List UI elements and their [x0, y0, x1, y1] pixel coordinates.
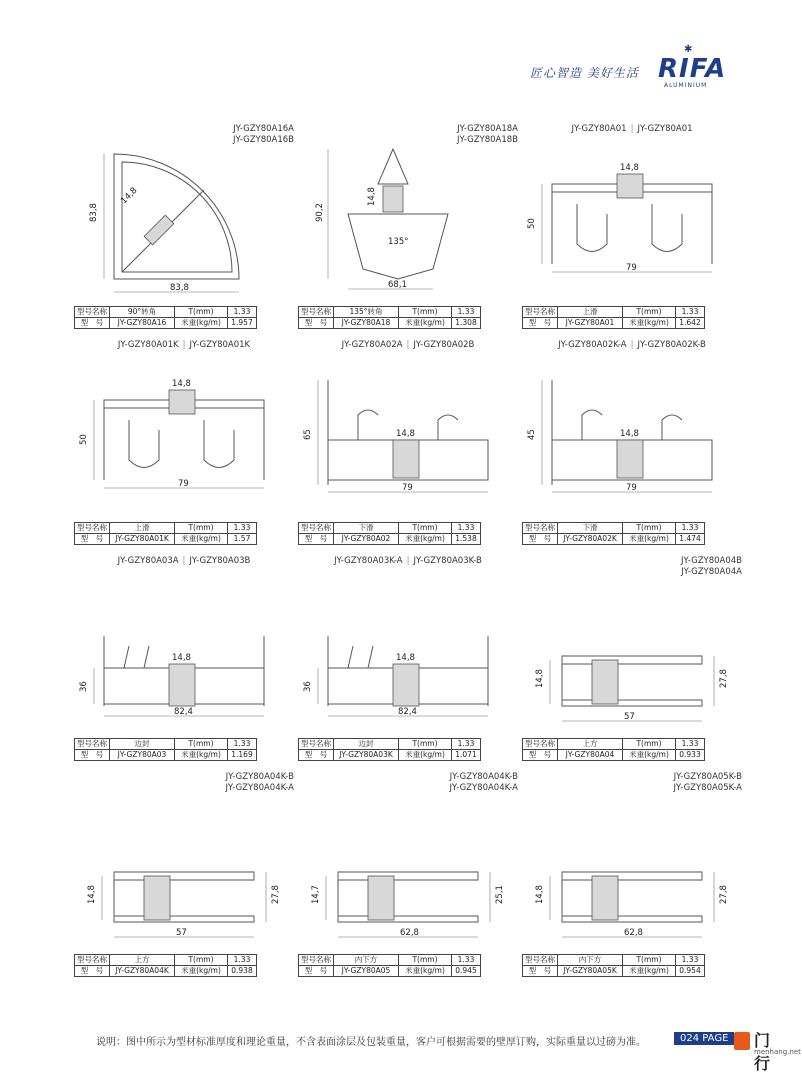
spec-weight: 0.938 [228, 966, 257, 977]
spec-model-label: 型 号 [75, 534, 110, 545]
spec-weight: 0.945 [452, 966, 481, 977]
svg-text:57: 57 [176, 928, 187, 938]
model-code: JY-GZY80A16A [233, 124, 294, 134]
spec-row [299, 955, 481, 966]
spec-t-label: T(mm) [623, 523, 676, 534]
spec-name-label: 型号名称 [75, 955, 110, 966]
spec-weight-label: 米重(kg/m) [623, 534, 676, 545]
svg-text:82,4: 82,4 [398, 707, 417, 717]
spec-name-label: 型号名称 [299, 523, 334, 534]
spec-table [522, 306, 705, 329]
spec-row [75, 955, 257, 966]
spec-model: JY-GZY80A02 [334, 534, 399, 545]
spec-row [299, 523, 481, 534]
spec-model: JY-GZY80A04 [558, 750, 623, 761]
product-cell [74, 772, 294, 977]
model-codes [233, 124, 294, 146]
spec-name: 90°转角 [110, 307, 175, 318]
svg-text:79: 79 [178, 479, 189, 489]
spec-name: 内下方 [558, 955, 623, 966]
spec-name-label: 型号名称 [75, 307, 110, 318]
spec-model-label: 型 号 [523, 318, 558, 329]
spec-row [299, 966, 481, 977]
spec-weight-label: 米重(kg/m) [399, 750, 452, 761]
model-codes [681, 556, 742, 578]
profile-drawing [74, 576, 294, 726]
spec-model-label: 型 号 [299, 966, 334, 977]
model-codes [74, 340, 294, 351]
spec-t-label: T(mm) [623, 307, 676, 318]
svg-text:14,7: 14,7 [311, 885, 321, 904]
spec-table [298, 954, 481, 977]
svg-text:14,8: 14,8 [535, 885, 545, 904]
spec-t: 1.33 [676, 307, 705, 318]
spec-model-label: 型 号 [299, 318, 334, 329]
product-cell [74, 556, 294, 761]
svg-text:83,8: 83,8 [170, 283, 189, 293]
product-cell [298, 340, 518, 545]
spec-row [299, 739, 481, 750]
brand-logo-text: RIFA [658, 54, 727, 84]
brand-header [530, 40, 790, 100]
spec-name: 下滑 [334, 523, 399, 534]
profile-drawing [522, 144, 742, 294]
product-cell [298, 556, 518, 761]
svg-text:45: 45 [527, 429, 537, 440]
product-cell [522, 340, 742, 545]
profile-figure [522, 360, 742, 510]
model-codes [522, 124, 742, 135]
svg-text:68,1: 68,1 [388, 280, 407, 290]
snowflake-icon: ✱ [684, 44, 693, 55]
spec-row [523, 750, 705, 761]
model-codes [674, 772, 743, 794]
spec-model-label: 型 号 [299, 750, 334, 761]
spec-name-label: 型号名称 [299, 955, 334, 966]
product-cell [522, 124, 742, 329]
code-separator: | [630, 340, 634, 350]
product-cell [298, 772, 518, 977]
svg-text:57: 57 [624, 712, 635, 722]
spec-t: 1.33 [228, 307, 257, 318]
watermark-sub: menhang.net [754, 1048, 801, 1056]
spec-model-label: 型 号 [75, 966, 110, 977]
footer-note: 说明：图中所示为型材标准厚度和理论重量，不含表面涂层及包装重量，客户可根据需要的壁厚订购，实际重量以过磅为准。 [96, 1037, 646, 1048]
brand-logo [658, 44, 738, 94]
spec-weight-label: 米重(kg/m) [399, 318, 452, 329]
spec-model: JY-GZY80A01K [110, 534, 175, 545]
brand-logo-sub: ALUMINIUM [664, 82, 708, 89]
profile-figure [522, 792, 742, 942]
model-code: JY-GZY80A04K-B [225, 772, 294, 782]
svg-text:14,8: 14,8 [172, 379, 191, 389]
svg-text:90,2: 90,2 [315, 203, 325, 222]
product-cell [298, 124, 518, 329]
model-code: JY-GZY80A03K-A [334, 556, 403, 566]
svg-text:82,4: 82,4 [174, 707, 193, 717]
spec-t: 1.33 [676, 955, 705, 966]
profile-figure [298, 792, 518, 942]
spec-model-label: 型 号 [299, 534, 334, 545]
spec-t-label: T(mm) [175, 307, 228, 318]
spec-name-label: 型号名称 [299, 307, 334, 318]
spec-row [75, 318, 257, 329]
model-code: JY-GZY80A18B [457, 135, 518, 145]
model-code: JY-GZY80A01 [571, 124, 627, 134]
product-cell [522, 556, 742, 761]
spec-weight: 1.642 [676, 318, 705, 329]
spec-name-label: 型号名称 [523, 739, 558, 750]
model-code: JY-GZY80A03A [117, 556, 179, 566]
model-code: JY-GZY80A04K-A [449, 783, 518, 793]
spec-table [74, 954, 257, 977]
watermark-icon [734, 1032, 750, 1050]
model-code: JY-GZY80A04B [681, 556, 742, 566]
svg-text:14,8: 14,8 [367, 187, 377, 206]
model-codes [522, 340, 742, 351]
spec-table [74, 738, 257, 761]
spec-row [299, 534, 481, 545]
model-codes [298, 556, 518, 567]
profile-drawing [522, 792, 742, 942]
model-code: JY-GZY80A03K-B [413, 556, 482, 566]
code-separator: | [182, 556, 186, 566]
spec-model-label: 型 号 [523, 750, 558, 761]
svg-text:36: 36 [79, 681, 89, 692]
spec-weight-label: 米重(kg/m) [623, 318, 676, 329]
spec-row [523, 966, 705, 977]
model-codes [450, 772, 519, 794]
spec-model: JY-GZY80A03K [334, 750, 399, 761]
profile-figure [74, 144, 294, 294]
svg-text:14,8: 14,8 [620, 163, 639, 173]
spec-weight-label: 米重(kg/m) [175, 750, 228, 761]
svg-text:62,8: 62,8 [400, 928, 419, 938]
spec-row [75, 966, 257, 977]
spec-t: 1.33 [676, 739, 705, 750]
spec-name-label: 型号名称 [523, 955, 558, 966]
spec-row [75, 523, 257, 534]
spec-t: 1.33 [452, 307, 481, 318]
spec-model: JY-GZY80A02K [558, 534, 623, 545]
spec-name: 下滑 [558, 523, 623, 534]
spec-name-label: 型号名称 [299, 739, 334, 750]
profile-drawing [298, 360, 518, 510]
svg-text:14,8: 14,8 [620, 429, 639, 439]
model-codes [74, 556, 294, 567]
profile-figure [298, 144, 518, 294]
profile-drawing [298, 144, 518, 294]
spec-model: JY-GZY80A01 [558, 318, 623, 329]
spec-t: 1.33 [452, 523, 481, 534]
model-code: JY-GZY80A05K-A [673, 783, 742, 793]
code-separator: | [406, 340, 410, 350]
spec-row [299, 307, 481, 318]
spec-row [75, 739, 257, 750]
spec-weight-label: 米重(kg/m) [399, 534, 452, 545]
model-code: JY-GZY80A01K [117, 340, 179, 350]
code-separator: | [182, 340, 186, 350]
spec-row [523, 534, 705, 545]
spec-row [523, 307, 705, 318]
watermark-text: 门行 [754, 1031, 771, 1073]
page-number: 024 PAGE [674, 1032, 734, 1045]
spec-t: 1.33 [452, 739, 481, 750]
svg-text:83,8: 83,8 [89, 203, 99, 222]
spec-model: JY-GZY80A03 [110, 750, 175, 761]
svg-text:79: 79 [402, 483, 413, 493]
spec-table [522, 738, 705, 761]
spec-t: 1.33 [452, 955, 481, 966]
spec-weight-label: 米重(kg/m) [399, 966, 452, 977]
spec-weight: 1.169 [228, 750, 257, 761]
profile-figure [298, 576, 518, 726]
spec-weight: 0.954 [676, 966, 705, 977]
spec-model-label: 型 号 [523, 534, 558, 545]
spec-model: JY-GZY80A04K [110, 966, 175, 977]
svg-text:62,8: 62,8 [624, 928, 643, 938]
spec-row [523, 955, 705, 966]
profile-drawing [74, 360, 294, 510]
spec-t-label: T(mm) [623, 955, 676, 966]
model-code: JY-GZY80A01 [637, 124, 693, 134]
spec-t-label: T(mm) [399, 523, 452, 534]
product-cell [522, 772, 742, 977]
spec-name-label: 型号名称 [523, 523, 558, 534]
model-code: JY-GZY80A02B [413, 340, 475, 350]
spec-t: 1.33 [676, 523, 705, 534]
spec-table [298, 522, 481, 545]
svg-text:14,8: 14,8 [172, 653, 191, 663]
spec-table [298, 306, 481, 329]
code-separator: | [406, 556, 410, 566]
spec-name-label: 型号名称 [75, 523, 110, 534]
profile-figure [74, 360, 294, 510]
spec-weight: 1.57 [228, 534, 257, 545]
spec-name: 上方 [110, 955, 175, 966]
model-code: JY-GZY80A03B [189, 556, 251, 566]
svg-text:14,8: 14,8 [535, 669, 545, 688]
spec-weight: 1.474 [676, 534, 705, 545]
spec-weight-label: 米重(kg/m) [623, 750, 676, 761]
svg-text:14,8: 14,8 [119, 185, 140, 207]
svg-text:50: 50 [527, 218, 537, 229]
spec-model: JY-GZY80A16 [110, 318, 175, 329]
spec-model-label: 型 号 [523, 966, 558, 977]
model-code: JY-GZY80A16B [233, 135, 294, 145]
spec-model: JY-GZY80A18 [334, 318, 399, 329]
profile-drawing [74, 144, 294, 294]
model-code: JY-GZY80A04A [681, 567, 742, 577]
model-code: JY-GZY80A01K [189, 340, 251, 350]
spec-table [298, 738, 481, 761]
profile-drawing [298, 792, 518, 942]
spec-t: 1.33 [228, 955, 257, 966]
spec-weight-label: 米重(kg/m) [175, 534, 228, 545]
spec-model: JY-GZY80A05K [558, 966, 623, 977]
spec-weight: 1.957 [228, 318, 257, 329]
svg-text:14,8: 14,8 [87, 885, 97, 904]
spec-t-label: T(mm) [175, 955, 228, 966]
spec-row [75, 307, 257, 318]
spec-name: 上滑 [110, 523, 175, 534]
svg-text:79: 79 [626, 263, 637, 273]
spec-weight: 1.071 [452, 750, 481, 761]
spec-weight: 1.538 [452, 534, 481, 545]
spec-table [522, 522, 705, 545]
svg-text:27,8: 27,8 [271, 885, 281, 904]
spec-row [523, 739, 705, 750]
svg-text:65: 65 [303, 429, 313, 440]
svg-text:135°: 135° [388, 237, 409, 247]
spec-t-label: T(mm) [175, 523, 228, 534]
model-code: JY-GZY80A02A [341, 340, 403, 350]
spec-t-label: T(mm) [175, 739, 228, 750]
brand-slogan: 匠心智造 美好生活 [530, 66, 639, 80]
svg-text:14,8: 14,8 [396, 653, 415, 663]
profile-drawing [74, 792, 294, 942]
code-separator: | [630, 124, 634, 134]
spec-weight-label: 米重(kg/m) [175, 318, 228, 329]
spec-row [75, 534, 257, 545]
profile-drawing [522, 360, 742, 510]
profile-figure [74, 792, 294, 942]
spec-row [523, 318, 705, 329]
model-code: JY-GZY80A18A [457, 124, 518, 134]
spec-t-label: T(mm) [623, 739, 676, 750]
spec-t-label: T(mm) [399, 955, 452, 966]
spec-weight: 0.933 [676, 750, 705, 761]
profile-figure [74, 576, 294, 726]
profile-figure [298, 360, 518, 510]
profile-figure [522, 576, 742, 726]
spec-t-label: T(mm) [399, 739, 452, 750]
profile-drawing [298, 576, 518, 726]
model-codes [226, 772, 295, 794]
spec-table [74, 522, 257, 545]
svg-text:27,8: 27,8 [719, 885, 729, 904]
spec-weight-label: 米重(kg/m) [623, 966, 676, 977]
svg-text:14,8: 14,8 [396, 429, 415, 439]
spec-table [522, 954, 705, 977]
profile-drawing [522, 576, 742, 726]
spec-name: 上滑 [558, 307, 623, 318]
svg-text:36: 36 [303, 681, 313, 692]
spec-t: 1.33 [228, 739, 257, 750]
spec-t: 1.33 [228, 523, 257, 534]
spec-model-label: 型 号 [75, 318, 110, 329]
model-code: JY-GZY80A02K-B [637, 340, 706, 350]
svg-text:25,1: 25,1 [495, 885, 505, 904]
spec-name: 边封 [110, 739, 175, 750]
spec-t-label: T(mm) [399, 307, 452, 318]
model-codes [457, 124, 518, 146]
model-code: JY-GZY80A05K-B [673, 772, 742, 782]
spec-weight: 1.308 [452, 318, 481, 329]
model-code: JY-GZY80A02K-A [558, 340, 627, 350]
spec-table [74, 306, 257, 329]
spec-row [299, 750, 481, 761]
product-cell [74, 124, 294, 329]
spec-name: 边封 [334, 739, 399, 750]
spec-model-label: 型 号 [75, 750, 110, 761]
svg-text:50: 50 [79, 434, 89, 445]
spec-name: 上方 [558, 739, 623, 750]
model-codes [298, 340, 518, 351]
spec-row [299, 318, 481, 329]
spec-row [523, 523, 705, 534]
svg-text:27,8: 27,8 [719, 669, 729, 688]
model-code: JY-GZY80A04K-A [225, 783, 294, 793]
model-code: JY-GZY80A04K-B [449, 772, 518, 782]
spec-name: 内下方 [334, 955, 399, 966]
product-cell [74, 340, 294, 545]
spec-row [75, 750, 257, 761]
spec-model: JY-GZY80A05 [334, 966, 399, 977]
spec-name-label: 型号名称 [75, 739, 110, 750]
profile-figure [522, 144, 742, 294]
spec-weight-label: 米重(kg/m) [175, 966, 228, 977]
spec-name: 135°转角 [334, 307, 399, 318]
svg-text:79: 79 [626, 483, 637, 493]
spec-name-label: 型号名称 [523, 307, 558, 318]
